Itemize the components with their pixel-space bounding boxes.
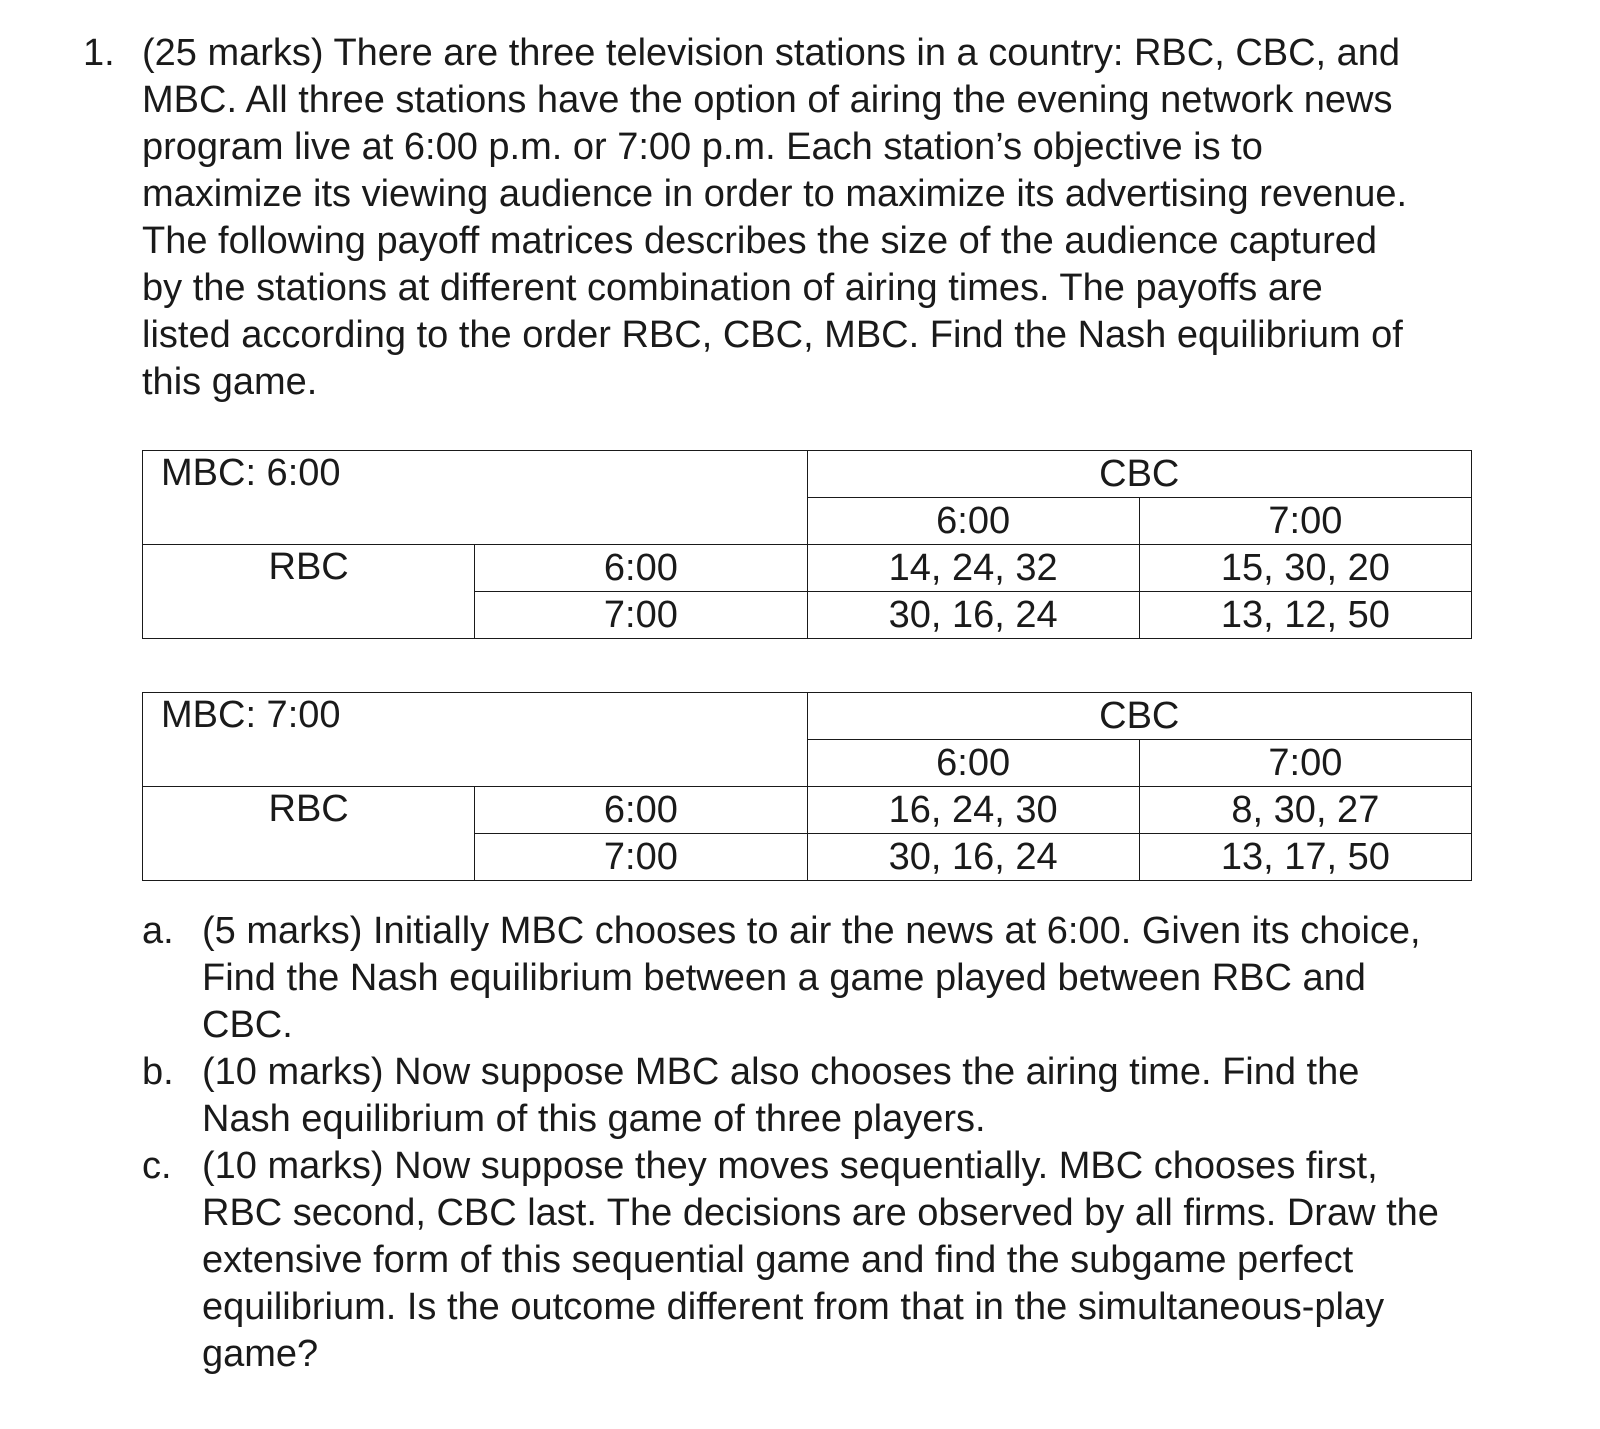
column-strategy: 7:00 [1139, 740, 1471, 787]
sub-question-b [142, 1049, 1582, 1143]
column-player-label: CBC [807, 693, 1472, 740]
sub-question-c [142, 1143, 1582, 1378]
payoff-cell: 30, 16, 24 [807, 834, 1139, 881]
sub-question-letter: a. [142, 910, 174, 952]
question-line: listed according to the order RBC, CBC, MBC. Find the Nash equilibrium of [142, 314, 1403, 356]
sub-question-line: CBC. [202, 1004, 293, 1046]
column-strategy: 6:00 [807, 740, 1139, 787]
sub-questions [142, 908, 1582, 1378]
sub-question-line: RBC second, CBC last. The decisions are observed by all firms. Draw the [202, 1192, 1439, 1234]
column-strategy: 7:00 [1139, 498, 1471, 545]
payoff-matrix-mbc-7 [142, 692, 1472, 881]
question-number: 1. [83, 32, 115, 74]
matrix-corner-label: MBC: 6:00 [143, 451, 808, 545]
question-line: maximize its viewing audience in order to maximize its advertising revenue. [142, 173, 1408, 215]
payoff-matrix-mbc-6 [142, 450, 1472, 639]
question-line: The following payoff matrices describes the size of the audience captured [142, 220, 1377, 262]
question-line: MBC. All three stations have the option of airing the evening network news [142, 79, 1393, 121]
sub-question-line: extensive form of this sequential game and find the subgame perfect [202, 1239, 1354, 1281]
sub-question-line: equilibrium. Is the outcome different from that in the simultaneous-play [202, 1286, 1385, 1328]
row-strategy: 6:00 [475, 545, 807, 592]
sub-question-line: (10 marks) Now suppose MBC also chooses the airing time. Find the [202, 1051, 1360, 1093]
sub-question-line: (10 marks) Now suppose they moves sequentially. MBC chooses first, [202, 1145, 1378, 1187]
question-text [142, 30, 1582, 406]
sub-question-line: Nash equilibrium of this game of three players. [202, 1098, 986, 1140]
column-strategy: 6:00 [807, 498, 1139, 545]
sub-question-line: game? [202, 1333, 319, 1375]
payoff-cell: 15, 30, 20 [1139, 545, 1471, 592]
matrix-corner-label: MBC: 7:00 [143, 693, 808, 787]
sub-question-letter: c. [142, 1145, 172, 1187]
sub-question-a [142, 908, 1582, 1049]
question-line: (25 marks) There are three television stations in a country: RBC, CBC, and [142, 32, 1401, 74]
row-strategy: 7:00 [475, 592, 807, 639]
row-strategy: 7:00 [475, 834, 807, 881]
payoff-cell: 30, 16, 24 [807, 592, 1139, 639]
row-player-label: RBC [143, 545, 475, 639]
payoff-cell: 16, 24, 30 [807, 787, 1139, 834]
row-player-label: RBC [143, 787, 475, 881]
payoff-cell: 14, 24, 32 [807, 545, 1139, 592]
sub-question-line: Find the Nash equilibrium between a game played between RBC and [202, 957, 1366, 999]
payoff-cell: 13, 17, 50 [1139, 834, 1471, 881]
payoff-cell: 13, 12, 50 [1139, 592, 1471, 639]
question-line: this game. [142, 361, 318, 403]
column-player-label: CBC [807, 451, 1472, 498]
question-line: by the stations at different combination of airing times. The payoffs are [142, 267, 1323, 309]
sub-question-letter: b. [142, 1051, 174, 1093]
question-line: program live at 6:00 p.m. or 7:00 p.m. Each station’s objective is to [142, 126, 1263, 168]
sub-question-line: (5 marks) Initially MBC chooses to air the news at 6:00. Given its choice, [202, 910, 1421, 952]
row-strategy: 6:00 [475, 787, 807, 834]
payoff-cell: 8, 30, 27 [1139, 787, 1471, 834]
